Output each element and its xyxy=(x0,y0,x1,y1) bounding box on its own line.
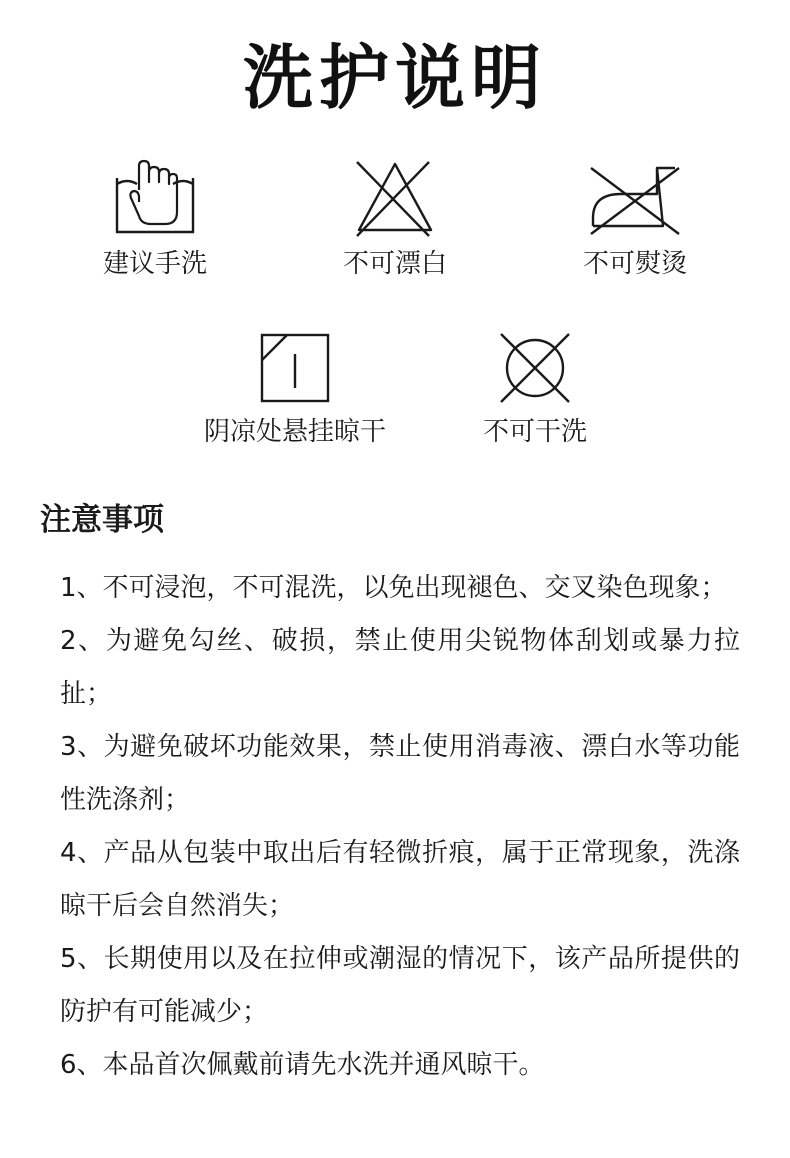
note-item-5: 5、长期使用以及在拉伸或潮湿的情况下，该产品所提供的防护有可能减少； xyxy=(60,944,740,1027)
page-title: 洗护说明 xyxy=(243,37,547,119)
hand-wash-icon xyxy=(113,158,197,238)
no-iron-icon xyxy=(587,158,683,238)
notes-heading: 注意事项 xyxy=(40,502,164,538)
no-tumble-dry-icon xyxy=(495,330,575,406)
notes-list xyxy=(60,562,740,1092)
note-item-2: 2、为避免勾丝、破损，禁止使用尖锐物体刮划或暴力拉扯； xyxy=(60,626,740,709)
care-symbol-hand-wash xyxy=(95,158,215,280)
symbol-label-no-dryclean: 不可干洗 xyxy=(482,417,587,447)
symbol-label-no-iron: 不可熨烫 xyxy=(582,249,687,279)
symbol-label-shade-dry: 阴凉处悬挂晾干 xyxy=(203,417,386,447)
care-symbol-no-bleach xyxy=(335,158,455,280)
care-symbol-shade-dry xyxy=(195,330,395,448)
note-item-1: 1、不可浸泡，不可混洗，以免出现褪色、交叉染色现象； xyxy=(60,573,727,603)
shade-line-dry-icon xyxy=(257,330,333,406)
note-item-3: 3、为避免破坏功能效果，禁止使用消毒液、漂白水等功能性洗涤剂； xyxy=(60,732,740,815)
symbol-label-hand-wash: 建议手洗 xyxy=(102,249,207,279)
no-bleach-icon xyxy=(353,158,437,238)
note-item-4: 4、产品从包装中取出后有轻微折痕，属于正常现象，洗涤晾干后会自然消失； xyxy=(60,838,740,921)
note-item-6: 6、本品首次佩戴前请先水洗并通风晾干。 xyxy=(60,1050,545,1080)
symbol-label-no-bleach: 不可漂白 xyxy=(342,249,447,279)
care-symbol-no-iron xyxy=(575,158,695,280)
care-symbol-no-dryclean xyxy=(475,330,595,448)
